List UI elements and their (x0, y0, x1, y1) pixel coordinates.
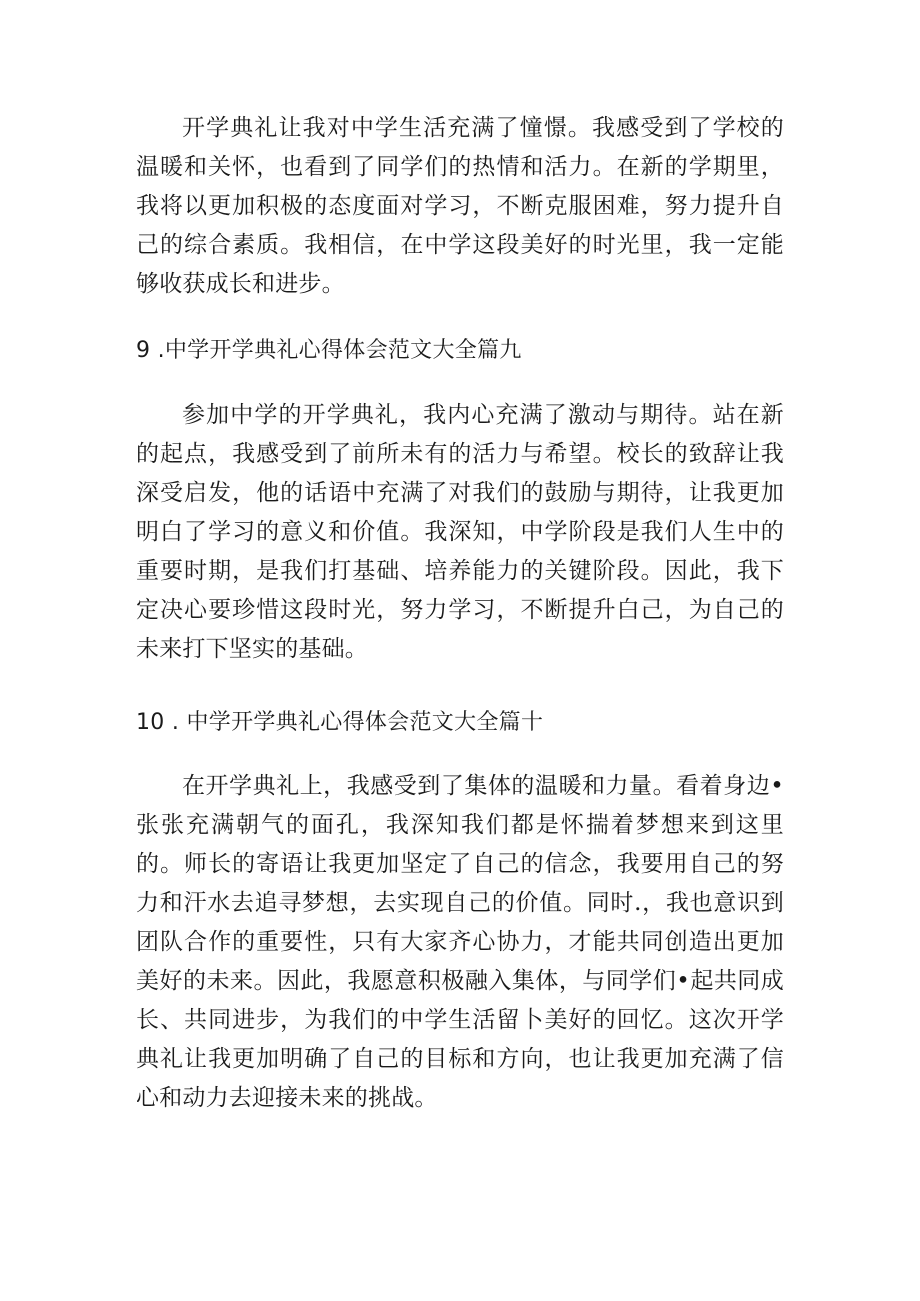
body-paragraph: 参加中学的开学典礼，我内心充满了激动与期待。站在新的起点，我感受到了前所未有的活力与希望。校长的致辞让我深受启发，他的话语中充满了对我们的鼓励与期待，让我更加明白了学习的意义和价值。我深知，中学阶段是我们人生中的重要时期，是我们打基础、培养能力的关键阶段。因此，我下定决心要珍惜这段时光，努力学习，不断提升白己，为自己的未来打下坚实的基础。 (136, 402, 784, 662)
section-heading: 9 .中学开学典礼心得体会范文大全篇九 (136, 338, 522, 363)
body-paragraph: 在开学典礼上，我感受到了集体的温暖和力量。看着身边•张张充满朝气的面孔，我深知我们都是怀揣着梦想来到这里的。师长的寄语让我更加坚定了自己的信念，我要用自己的努力和汗水去追寻梦想，去实现自己的价值。同时.，我也意识到团队合作的重要性，只有大家齐心协力，才能共同创造出更加美好的未来。因此，我愿意积极融入集体，与同学们•起共同成长、共同进步，为我们的中学生活留卜美好的回忆。这次开学典礼让我更加明确了自己的目标和方向，也让我更加充满了信心和动力去迎接未来的挑战。 (136, 773, 784, 1111)
section-heading: 10 . 中学开学典礼心得体会范文大全篇十 (136, 710, 544, 735)
body-paragraph: 开学典礼让我对中学生活充满了憧憬。我感受到了学校的温暖和关怀，也看到了同学们的热情和活力。在新的学期里，我将以更加积极的态度面对学习，不断克服困难，努力提升自己的综合素质。我相信，在中学这段美好的时光里，我一定能够收获成长和进步。 (136, 115, 784, 297)
